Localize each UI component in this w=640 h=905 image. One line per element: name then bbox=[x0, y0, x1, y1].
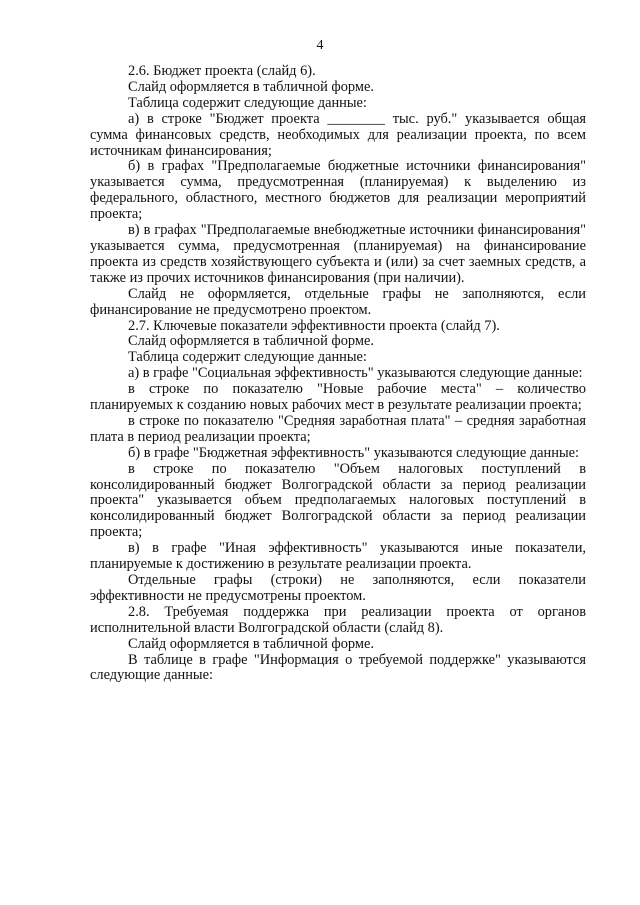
paragraph: Таблица содержит следующие данные: bbox=[128, 94, 367, 111]
list-item: в строке по показателю "Объем налоговых поступлений в консолидированный бюджет Волгоградской области за период реализации проекта" указывается объем предполагаемых налоговых поступлений в консолидированный бюджет Волгоградской области за период реализации проекта; bbox=[90, 460, 586, 541]
paragraph: Слайд не оформляется, отдельные графы не заполняются, если финансирование не предусмотрено проектом. bbox=[90, 285, 586, 318]
section-heading-support: 2.8. Требуемая поддержка при реализации проекта от органов исполнительной власти Волгоградской области (слайд 8). bbox=[90, 603, 586, 636]
list-item: а) в графе "Социальная эффективность" указываются следующие данные: bbox=[128, 365, 583, 382]
list-item: б) в графах "Предполагаемые бюджетные источники финансирования" указывается сумма, предусмотренная (планируемая) к выделению из федерального, областного, местного бюджетов для реализации мероприятий проекта; bbox=[90, 158, 586, 223]
paragraph: Слайд оформляется в табличной форме. bbox=[128, 635, 374, 652]
list-item: в строке по показателю "Новые рабочие места" – количество планируемых к созданию новых рабочих мест в результате реализации проекта; bbox=[90, 381, 586, 414]
list-item: в) в графе "Иная эффективность" указываются иные показатели, планируемые к достижению в результате реализации проекта. bbox=[90, 540, 586, 573]
list-item: в) в графах "Предполагаемые внебюджетные источники финансирования" указывается сумма, предусмотренная (планируемая) на финансирование проекта из средств хозяйствующего субъекта и (или) за счет заемных средств, а также из прочих источников финансирования (при наличии). bbox=[90, 222, 586, 286]
list-item: в строке по показателю "Средняя заработная плата" – средняя заработная плата в период реализации проекта; bbox=[90, 412, 586, 445]
page-number: 4 bbox=[316, 38, 324, 53]
paragraph: В таблице в графе "Информация о требуемой поддержке" указываются следующие данные: bbox=[90, 651, 586, 684]
list-item: а) в строке "Бюджет проекта ________ тыс. руб." указывается общая сумма финансовых средств, необходимых для реализации проекта, по всем источникам финансирования; bbox=[90, 110, 586, 159]
section-heading-kpi: 2.7. Ключевые показатели эффективности проекта (слайд 7). bbox=[128, 317, 500, 334]
paragraph: Отдельные графы (строки) не заполняются, если показатели эффективности не предусмотрены проектом. bbox=[90, 572, 586, 604]
document-body bbox=[90, 64, 586, 684]
list-item: б) в графе "Бюджетная эффективность" указываются следующие данные: bbox=[128, 444, 580, 461]
section-heading-budget: 2.6. Бюджет проекта (слайд 6). bbox=[128, 63, 316, 79]
paragraph: Таблица содержит следующие данные: bbox=[128, 349, 367, 366]
paragraph: Слайд оформляется в табличной форме. bbox=[128, 78, 374, 95]
paragraph: Слайд оформляется в табличной форме. bbox=[128, 333, 374, 350]
